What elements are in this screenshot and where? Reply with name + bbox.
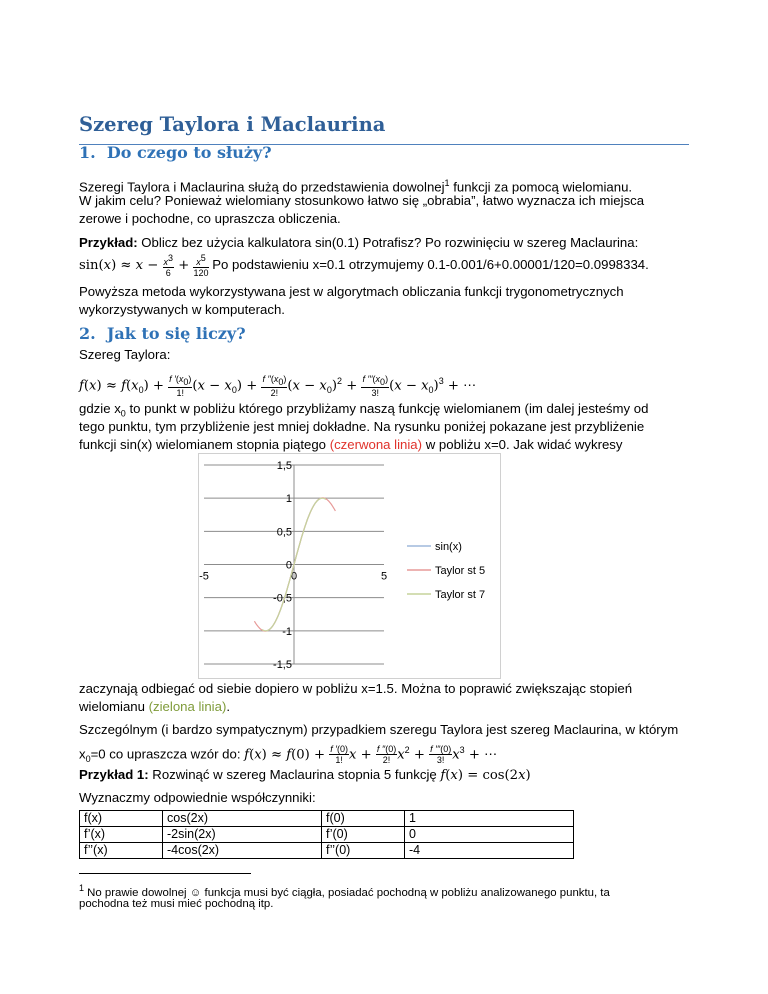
x-tick-label: -5 — [199, 570, 209, 583]
example-label: Przykład: — [79, 235, 138, 250]
y-tick-label: 1,5 — [276, 460, 292, 472]
text: . — [226, 699, 231, 714]
sin-maclaurin-formula: sin(x) ≈ x − $\frac{x^3}{6}$ + $\frac{x^5}{120}$ Po podstawieniu x=0.1 otrzymujemy 0.1-0.001/6+0.00001/120=0.0998334. — [79, 253, 649, 279]
legend-label: sin(x) — [435, 541, 462, 553]
subscript: 0 — [120, 408, 126, 419]
example-1-line: Przykład 1: Rozwinąć w szereg Maclaurina stopnia 5 funkcję f(x) = cos(2x) — [79, 767, 531, 783]
table-cell: 0 — [405, 827, 574, 843]
chart-svg — [199, 454, 500, 678]
page-title: Szereg Taylora i Maclaurina — [79, 113, 386, 136]
footnote-separator — [79, 873, 251, 874]
after-chart-line-1: zaczynają odbiegać od siebie dopiero w pobliżu x=1.5. Można to poprawić zwiększając stopień — [79, 681, 633, 696]
legend-label: Taylor st 7 — [435, 589, 486, 601]
y-tick-label: 0 — [285, 559, 292, 572]
red-line-note: (czerwona linia) — [329, 437, 423, 452]
text: x — [79, 746, 86, 762]
example-1-label: Przykład 1: — [79, 767, 149, 782]
footnote-marker: 1 — [79, 883, 85, 893]
text: =0 co upraszcza wzór do: — [90, 746, 245, 762]
taylor-label: Szereg Taylora: — [79, 347, 171, 362]
y-tick-label: 0,5 — [276, 526, 292, 539]
x-tick-label: 5 — [380, 570, 388, 583]
example-text: Oblicz bez użycia kalkulatora sin(0.1) Potrafisz? Po rozwinięciu w szereg Maclaurina: — [137, 235, 639, 250]
taylor-chart — [198, 453, 501, 679]
table-cell: f(0) — [322, 811, 405, 827]
y-tick-label: -0,5 — [273, 592, 292, 605]
section-1-paragraph-line-2: W jakim celu? Ponieważ wielomiany stosunkowo łatwo się „obrabia”, łatwo wyznacza ich miejsca — [79, 193, 645, 208]
x-tick-label: 0 — [290, 570, 298, 583]
y-tick-label: -1,5 — [273, 659, 292, 671]
y-tick-label: 1 — [285, 493, 292, 506]
coef-intro: Wyznaczmy odpowiednie współczynniki: — [79, 790, 316, 805]
table-cell: f’’(x) — [80, 843, 163, 859]
table-row — [80, 843, 574, 859]
y-tick-label: -1 — [282, 625, 292, 638]
table-row — [80, 811, 574, 827]
legend-label: Taylor st 5 — [435, 565, 486, 577]
table-cell: 1 — [405, 811, 574, 827]
section-1-paragraph2-line-2: wykorzystywanych w komputerach. — [79, 302, 285, 317]
example-line — [79, 234, 638, 252]
section-2-paragraph-line-3 — [79, 436, 623, 454]
text: w pobliżu x=0. Jak widać wykresy — [422, 437, 623, 452]
table-cell: cos(2x) — [163, 811, 322, 827]
section-1-paragraph-line-3: zerowe i pochodne, co upraszcza obliczenia. — [79, 211, 341, 226]
footnote-text: No prawie dowolnej ☺ funkcja musi być ciągła, posiadać pochodną w pobliżu analizowanego punktu, ta — [84, 886, 610, 899]
example-1-text: Rozwinąć w szereg Maclaurina stopnia 5 funkcję — [148, 767, 441, 782]
text: gdzie x — [79, 401, 121, 416]
table-cell: -4 — [405, 843, 574, 859]
text: funkcji sin(x) wielomianem stopnia piątego — [79, 437, 330, 452]
section-2-heading: 2. Jak to się liczy? — [79, 324, 246, 343]
text: wielomianu — [79, 699, 149, 714]
table-cell: f’’(0) — [322, 843, 405, 859]
formula-result-text: Po podstawieniu x=0.1 otrzymujemy 0.1-0.001/6+0.00001/120=0.0998334. — [212, 257, 649, 272]
section-1-heading: 1. Do czego to służy? — [79, 143, 272, 162]
table-cell: f(x) — [80, 811, 163, 827]
table-cell: f’(0) — [322, 827, 405, 843]
text: to punkt w pobliżu którego przybliżamy naszą funkcję wielomianem (im dalej jesteśmy od — [125, 401, 649, 416]
table-cell: -2sin(2x) — [163, 827, 322, 843]
table-row — [80, 827, 574, 843]
maclaurin-line-2: $x_0=0$ co upraszcza wzór do: f(x) ≈ f(0) + $\frac{f '(0)}{1!}$ x + $\frac{f ''(0)}{2!}$ $x^2$ + $\frac{f '''(0)}{3!}$ $x^3$ + ⋯ — [79, 744, 498, 766]
table-cell: -4cos(2x) — [163, 843, 322, 859]
table-cell: f’(x) — [80, 827, 163, 843]
text: funkcji za pomocą wielomianu. — [449, 179, 633, 195]
text: Szeregi Taylora i Maclaurina służą do przedstawienia dowolnej — [79, 179, 445, 195]
subscript: 0 — [85, 754, 91, 765]
after-chart-line-2 — [79, 698, 230, 716]
maclaurin-line-1: Szczególnym (i bardzo sympatycznym) przypadkiem szeregu Taylora jest szereg Maclaurina, w którym — [79, 722, 679, 737]
footnote-line-2: pochodna też musi mieć pochodną itp. — [79, 898, 274, 910]
taylor-formula: $f(x) \approx f(x_0)$ + $\frac{f '(x_0)}{1!}$ $(x - x_0)$ + $\frac{f ''(x_0)}{2!}$ $(x - x_0)^2$ + $\frac{f '''(x_0)}{3!}$ $(x - x_0)^3$ + ⋯ — [79, 374, 477, 398]
section-1-paragraph2-line-1: Powyższa metoda wykorzystywana jest w algorytmach obliczania funkcji trygonometrycznych — [79, 284, 624, 299]
footnote-ref[interactable]: 1 — [444, 178, 450, 188]
section-2-paragraph-line-2: tego punktu, tym przybliżenie jest mniej dokładne. Na rysunku poniżej pokazane jest przybliżenie — [79, 419, 645, 434]
green-line-note: (zielona linia) — [148, 699, 227, 714]
coefficients-table — [79, 810, 574, 859]
